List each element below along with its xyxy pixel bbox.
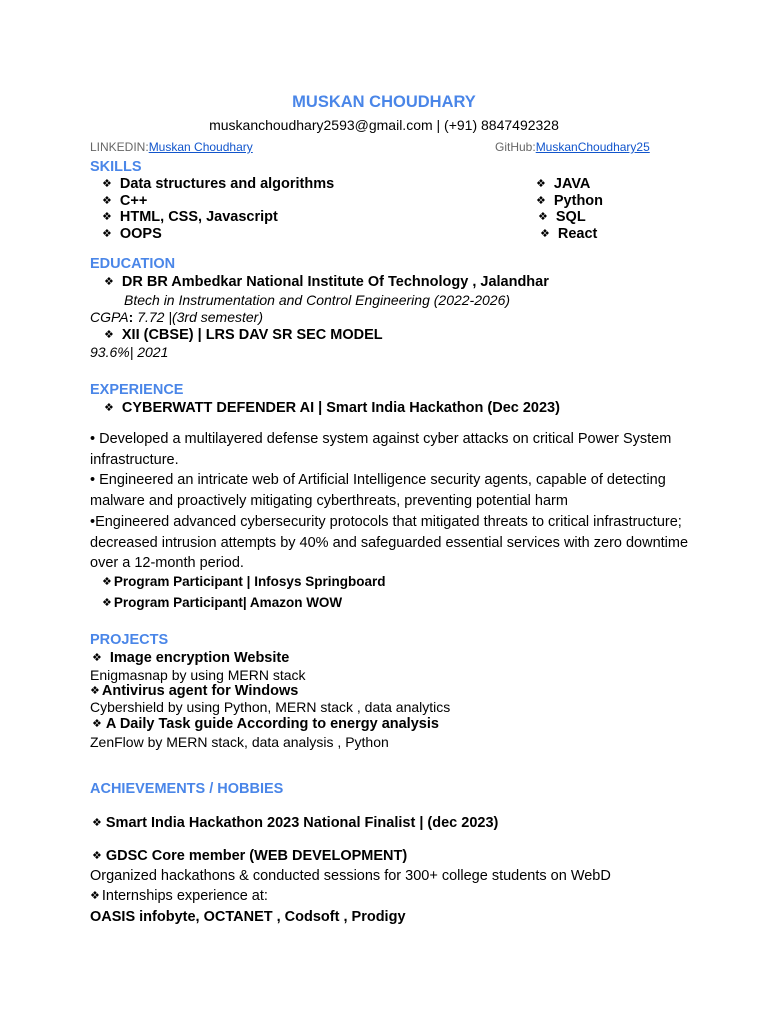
- diamond-bullet-icon: ❖: [102, 178, 112, 190]
- skills-heading: SKILLS: [90, 159, 142, 175]
- project-desc: ZenFlow by MERN stack, data analysis , Python: [90, 734, 389, 750]
- project-title: ❖ A Daily Task guide According to energy analysis: [92, 716, 439, 732]
- cgpa-label: CGPA: [90, 309, 129, 325]
- skill-item: ❖ HTML, CSS, Javascript: [102, 209, 278, 225]
- diamond-bullet-icon: ❖: [102, 195, 112, 207]
- skill-item: ❖ C++: [102, 193, 148, 209]
- skill-item: ❖ Data structures and algorithms: [102, 176, 335, 192]
- linkedin-line: [90, 140, 253, 154]
- projects-heading: PROJECTS: [90, 632, 169, 648]
- github-label: GitHub:: [495, 140, 536, 154]
- diamond-bullet-icon: ❖: [102, 211, 112, 223]
- diamond-bullet-icon: ❖: [536, 195, 546, 207]
- education-item: ❖ DR BR Ambedkar National Institute Of Technology , Jalandhar: [104, 274, 549, 290]
- education-item: ❖ XII (CBSE) | LRS DAV SR SEC MODEL: [104, 327, 383, 343]
- diamond-bullet-icon: ❖: [104, 402, 114, 414]
- contact-line: muskanchoudhary2593@gmail.com | (+91) 8847492328: [209, 117, 559, 133]
- experience-point: • Developed a multilayered defense system against cyber attacks on critical Power System infrastructure.: [90, 431, 672, 468]
- program-item: ❖ Program Participant | Infosys Springboard: [102, 574, 386, 589]
- internship-list: OASIS infobyte, OCTANET , Codsoft , Prodigy: [90, 909, 406, 925]
- achievement-item: ❖ Smart India Hackathon 2023 National Finalist | (dec 2023): [92, 815, 499, 831]
- diamond-bullet-icon: ❖: [92, 652, 102, 664]
- achievement-desc: Organized hackathons & conducted sessions for 300+ college students on WebD: [90, 868, 611, 884]
- program-item: ❖ Program Participant| Amazon WOW: [102, 595, 343, 610]
- diamond-bullet-icon: ❖: [102, 576, 112, 588]
- diamond-bullet-icon: ❖: [102, 228, 112, 240]
- experience-point: •Engineered advanced cybersecurity protocols that mitigated threats to critical infrastructure; decreased intrusion attempts by 40% and safeguarded essential services with zero downtime over a 12-month period.: [90, 513, 689, 572]
- experience-heading: EXPERIENCE: [90, 382, 184, 398]
- achievement-item: ❖ Internships experience at:: [90, 888, 268, 904]
- skill-item: ❖ OOPS: [102, 226, 162, 242]
- diamond-bullet-icon: ❖: [90, 890, 100, 902]
- skill-item: ❖ SQL: [538, 209, 586, 225]
- school-score: 93.6%| 2021: [90, 344, 169, 360]
- project-desc: Cybershield by using Python, MERN stack , data analytics: [90, 699, 451, 715]
- diamond-bullet-icon: ❖: [536, 178, 546, 190]
- achievements-heading: ACHIEVEMENTS / HOBBIES: [90, 781, 284, 797]
- project-title: ❖ Antivirus agent for Windows: [90, 683, 299, 699]
- cgpa-line: [90, 309, 263, 325]
- education-heading: EDUCATION: [90, 256, 176, 272]
- achievement-item: ❖ GDSC Core member (WEB DEVELOPMENT): [92, 848, 408, 864]
- linkedin-link[interactable]: Muskan Choudhary: [148, 140, 253, 154]
- cgpa-value: 7.72 |(3rd semester): [133, 309, 263, 325]
- github-link[interactable]: MuskanChoudhary25: [535, 140, 650, 154]
- skill-item: ❖ Python: [536, 193, 604, 209]
- diamond-bullet-icon: ❖: [92, 718, 102, 730]
- diamond-bullet-icon: ❖: [104, 276, 114, 288]
- diamond-bullet-icon: ❖: [102, 597, 112, 609]
- github-line: [495, 140, 650, 154]
- project-desc: Enigmasnap by using MERN stack: [90, 667, 306, 683]
- degree-line: Btech in Instrumentation and Control Engineering (2022-2026): [124, 292, 511, 308]
- experience-description: [90, 429, 690, 574]
- diamond-bullet-icon: ❖: [92, 817, 102, 829]
- diamond-bullet-icon: ❖: [92, 850, 102, 862]
- resume-name: MUSKAN CHOUDHARY: [292, 93, 476, 111]
- diamond-bullet-icon: ❖: [538, 211, 548, 223]
- diamond-bullet-icon: ❖: [540, 228, 550, 240]
- linkedin-label: LINKEDIN:: [90, 140, 149, 154]
- diamond-bullet-icon: ❖: [90, 685, 100, 697]
- skill-item: ❖ React: [540, 226, 598, 242]
- cgpa-colon: :: [128, 309, 134, 325]
- diamond-bullet-icon: ❖: [104, 329, 114, 341]
- skill-item: ❖ JAVA: [536, 176, 591, 192]
- project-title: ❖ Image encryption Website: [92, 650, 290, 666]
- experience-point: • Engineered an intricate web of Artificial Intelligence security agents, capable of detecting malware and proactively mitigating cyberthreats, preventing potential harm: [90, 472, 666, 510]
- experience-title: ❖ CYBERWATT DEFENDER AI | Smart India Hackathon (Dec 2023): [104, 400, 560, 416]
